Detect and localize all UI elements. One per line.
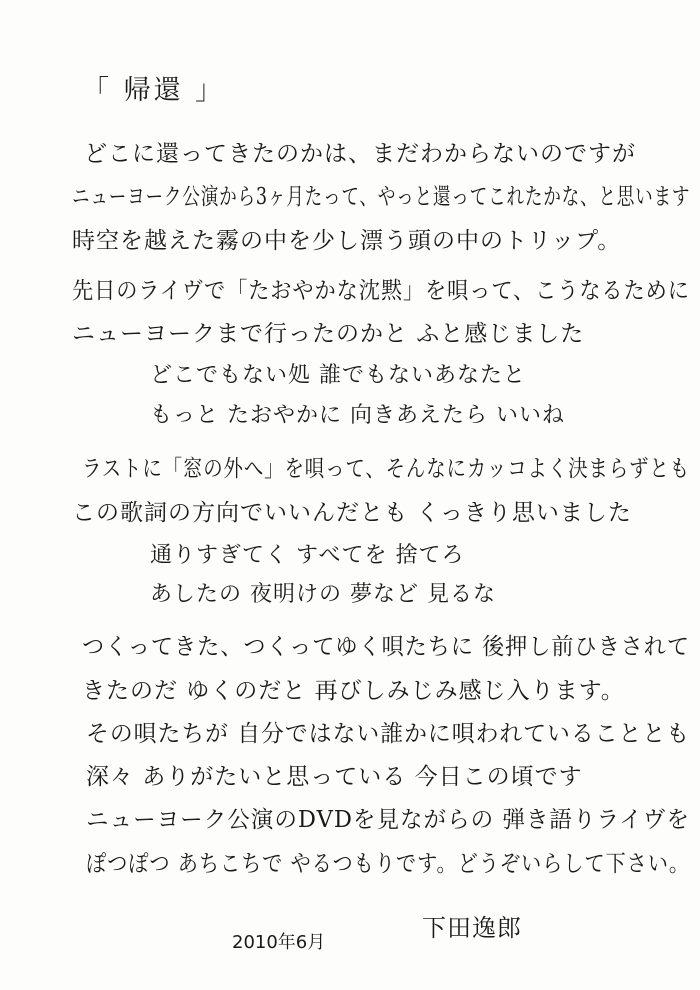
lyric-line: あしたの 夜明けの 夢など 見るな <box>150 582 496 607</box>
letter-line: きたのだ ゆくのだと 再びしみじみ感じ入ります。 <box>82 678 625 704</box>
letter-line: 時空を越えた霧の中を少し漂う頭の中のトリップ。 <box>72 228 622 254</box>
letter-line: ニューヨークまで行ったのかと ふと感じました <box>72 321 585 347</box>
letter-line: どこに還ってきたのかは、まだわからないのですが <box>84 141 636 167</box>
letter-line: 先日のライヴで「たおやかな沈黙」を唄って、こうなるために <box>72 278 690 304</box>
lyric-line: 通りすぎてく すべてを 捨てろ <box>150 543 465 568</box>
letter-title: 「 帰還 」 <box>82 75 226 106</box>
letter-line: その唄たちが 自分ではない誰かに唄われていることとも <box>86 721 691 747</box>
letter-line: ラストに「窓の外へ」を唄って、そんなにカッコよく決まらずとも <box>82 456 690 482</box>
lyric-line: もっと たおやかに 向きあえたら いいね <box>150 403 565 428</box>
letter-line: ニューヨーク公演のDVDを見ながらの 弾き語りライヴを <box>86 807 691 833</box>
signature: 下田逸郎 <box>422 914 522 942</box>
lyric-line: どこでもない処 誰でもないあなたと <box>150 363 526 388</box>
letter-line: ぽつぽつ あちこちで やるつもりです。どうぞいらして下さい。 <box>86 851 690 877</box>
letter-line: 深々 ありがたいと思っている 今日この頃です <box>86 764 583 790</box>
letter-line: つくってきた、つくってゆく唄たちに 後押し前ひきされて <box>82 634 691 660</box>
letter-date: 2010年6月 <box>232 932 326 953</box>
letter-line: この歌詞の方向でいいんだとも くっきり思いました <box>72 500 632 526</box>
letter-line: ニューヨーク公演から3ヶ月たって、やっと還ってこれたかな、と思います <box>72 184 691 210</box>
